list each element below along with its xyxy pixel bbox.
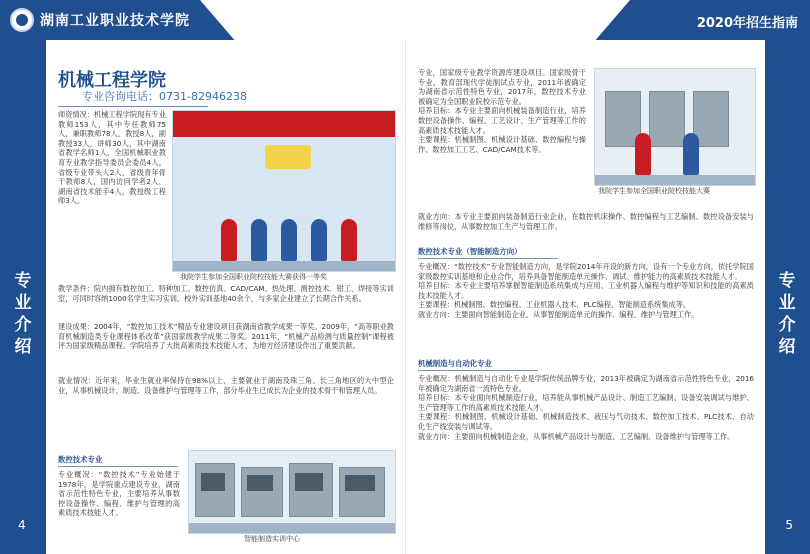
section1-text: 专业概况：“数控技术”专业智能制造方向，是学院2014年开设的新方向，设有一个专业方向，依托学院国家级数控实训基地和企业合作，培养具备智能制造单元操作、调试、维护能力的高素质技术技能人才。 培养目标：本专业主要培养掌握智能制造系统集成与应用、工业机器人编程与维护等知识和技能的高素质技术技能人才。 主要课程：机械制图、数控编程、工业机器人技术、PLC编程、智能制造系统集成等。 就业方向：主要面向智能制造企业，从事智能制造单元的操作、编程、维护与管理工作。 xyxy=(418,262,754,319)
title-divider xyxy=(58,106,208,107)
side-char: 绍 xyxy=(778,337,796,357)
banner-accent xyxy=(200,0,630,40)
college-logo xyxy=(10,8,190,32)
person-icon xyxy=(635,133,651,175)
right-top-text: 专业，国家级专业教学资源库建设项目。国家级骨干专业，教育部现代学徒制试点专业，2011年被确定为湖南省示范性特色专业，2017年，数控技术专业被确定为全国职业院校示范专业。 培养目标：本专业主要面向机械装备制造行业，培养数控设备操作、编程、工艺设计、生产管理等工作的高素质技术技能人才。 主要课程：机械制图、机械设计基础、数控编程与操作、数控加工工艺、CAD/CAM技术等。 xyxy=(418,68,586,154)
top-banner xyxy=(0,0,810,40)
side-char: 业 xyxy=(14,293,32,313)
side-char: 绍 xyxy=(14,337,32,357)
machine-window xyxy=(345,475,375,491)
section-divider xyxy=(58,466,178,467)
workshop-photo xyxy=(188,450,396,534)
section-title: 数控技术专业（智能制造方向） xyxy=(418,247,522,256)
floor xyxy=(173,261,395,271)
person-icon xyxy=(341,219,357,261)
floor xyxy=(189,523,395,533)
trophy-icon xyxy=(265,145,311,169)
page-subtitle: 专业咨询电话：0731-82946238 xyxy=(82,90,247,103)
section-title: 数控技术专业 xyxy=(58,455,103,464)
college-name: 湖南工业职业技术学院 xyxy=(40,13,190,29)
left-page xyxy=(18,40,405,554)
person-icon xyxy=(311,219,327,261)
section-text: 专业概况：“数控技术”专业始建于1978年，是学院重点建设专业，湖南省示范性特色专业，主要培养从事数控设备操作、编程、维护与管理的高素质技术技能人才。 xyxy=(58,470,180,518)
section2-text: 专业概况：机械制造与自动化专业是学院传统品牌专业，2013年被确定为湖南省示范性特色专业，2016年被确定为湖南省一流特色专业。 培养目标：本专业面向机械制造行业，培养能从事机械产品设计、制造工艺编制、设备安装调试与维护、生产管理等工作的高素质技术技能人才。 主要课程：机械制图、机械设计基础、机械制造技术、液压与气动技术、数控加工技术、PLC技术、自动化生产线安装与调试等。 就业方向：主要面向机械制造企业，从事机械产品设计与制造、工艺编制、设备维护与管理等工作。 xyxy=(418,374,754,441)
right-page xyxy=(405,40,793,554)
left-side-tab xyxy=(0,40,46,554)
mid-text: 教学条件：院内拥有数控加工、特种加工、数控仿真、CAD/CAM、热处理、测控技术、钳工、焊接等实训室，可同时容纳1000名学生实习实训，校外实训基地40余个，与多家企业建立了长期合作关系。 xyxy=(58,284,394,303)
side-char: 专 xyxy=(14,271,32,291)
machine-window xyxy=(201,473,225,491)
machine-window xyxy=(247,475,273,491)
guide-title: 2020年招生指南 xyxy=(696,16,798,31)
section-divider xyxy=(418,370,538,371)
page-title: 机械工程学院 xyxy=(58,70,166,91)
person-icon xyxy=(251,219,267,261)
photo-caption: 我院学生参加全国职业院校技能大赛获得一等奖 xyxy=(180,273,327,281)
floor xyxy=(595,175,755,185)
person-icon xyxy=(683,133,699,175)
award-photo xyxy=(172,110,396,272)
side-char: 介 xyxy=(778,315,796,335)
photo-caption: 智能制造实训中心 xyxy=(244,535,300,543)
right-side-tab xyxy=(764,40,810,554)
long-text: 建设成果：2004年，“数控加工技术”精品专业建设项目获湖南省教学成果一等奖。2009年，“高等职业教育机械制造类专业课程体系改革”获国家级教学成果二等奖。2011年，“机械产品检测与质量控制”课程被评为国家级精品课程。学院培养了大批高素质技术技能人才，为地方经济建设作出了重要贡献。 xyxy=(58,322,394,351)
award-banner xyxy=(173,111,395,137)
intro-text: 师资情况：机械工程学院现有专业教师153人，其中专任教师75人，兼职教师78人，教授8人，副教授33人，讲师30人，其中湖南省教学名师1人，全国机械职业教育专业教学指导委员会委员4人，省级专业带头人2人，省级青年骨干教师8人，国内访问学者2人，湖南省技术能手4人，教授级工程师3人。 xyxy=(58,110,166,206)
bottom-text: 就业情况：近年来，毕业生就业率保持在98%以上，主要就业于湖南及珠三角、长三角地区的大中型企业，从事机械设计、制造、设备维护与管理等工作，部分毕业生已成长为企业的技术骨干和管理人员。 xyxy=(58,376,394,395)
person-icon xyxy=(221,219,237,261)
section-divider xyxy=(418,258,558,259)
machine-icon xyxy=(649,91,685,147)
page-number: 5 xyxy=(785,518,793,532)
competition-photo xyxy=(594,68,756,186)
page-number: 4 xyxy=(18,518,26,532)
side-char: 介 xyxy=(14,315,32,335)
person-icon xyxy=(281,219,297,261)
photo-caption: 我院学生参加全国职业院校技能大赛 xyxy=(598,187,710,195)
left-side-label xyxy=(0,270,46,358)
side-char: 业 xyxy=(778,293,796,313)
side-char: 专 xyxy=(778,271,796,291)
employment-text: 就业方向：本专业主要面向装备制造行业企业，在数控机床操作、数控编程与工艺编制、数控设备安装与维修等岗位，从事数控加工生产与管理工作。 xyxy=(418,212,754,231)
machine-window xyxy=(295,473,323,491)
right-side-label xyxy=(764,270,810,358)
section-title: 机械制造与自动化专业 xyxy=(418,359,492,368)
college-seal-icon xyxy=(10,8,34,32)
